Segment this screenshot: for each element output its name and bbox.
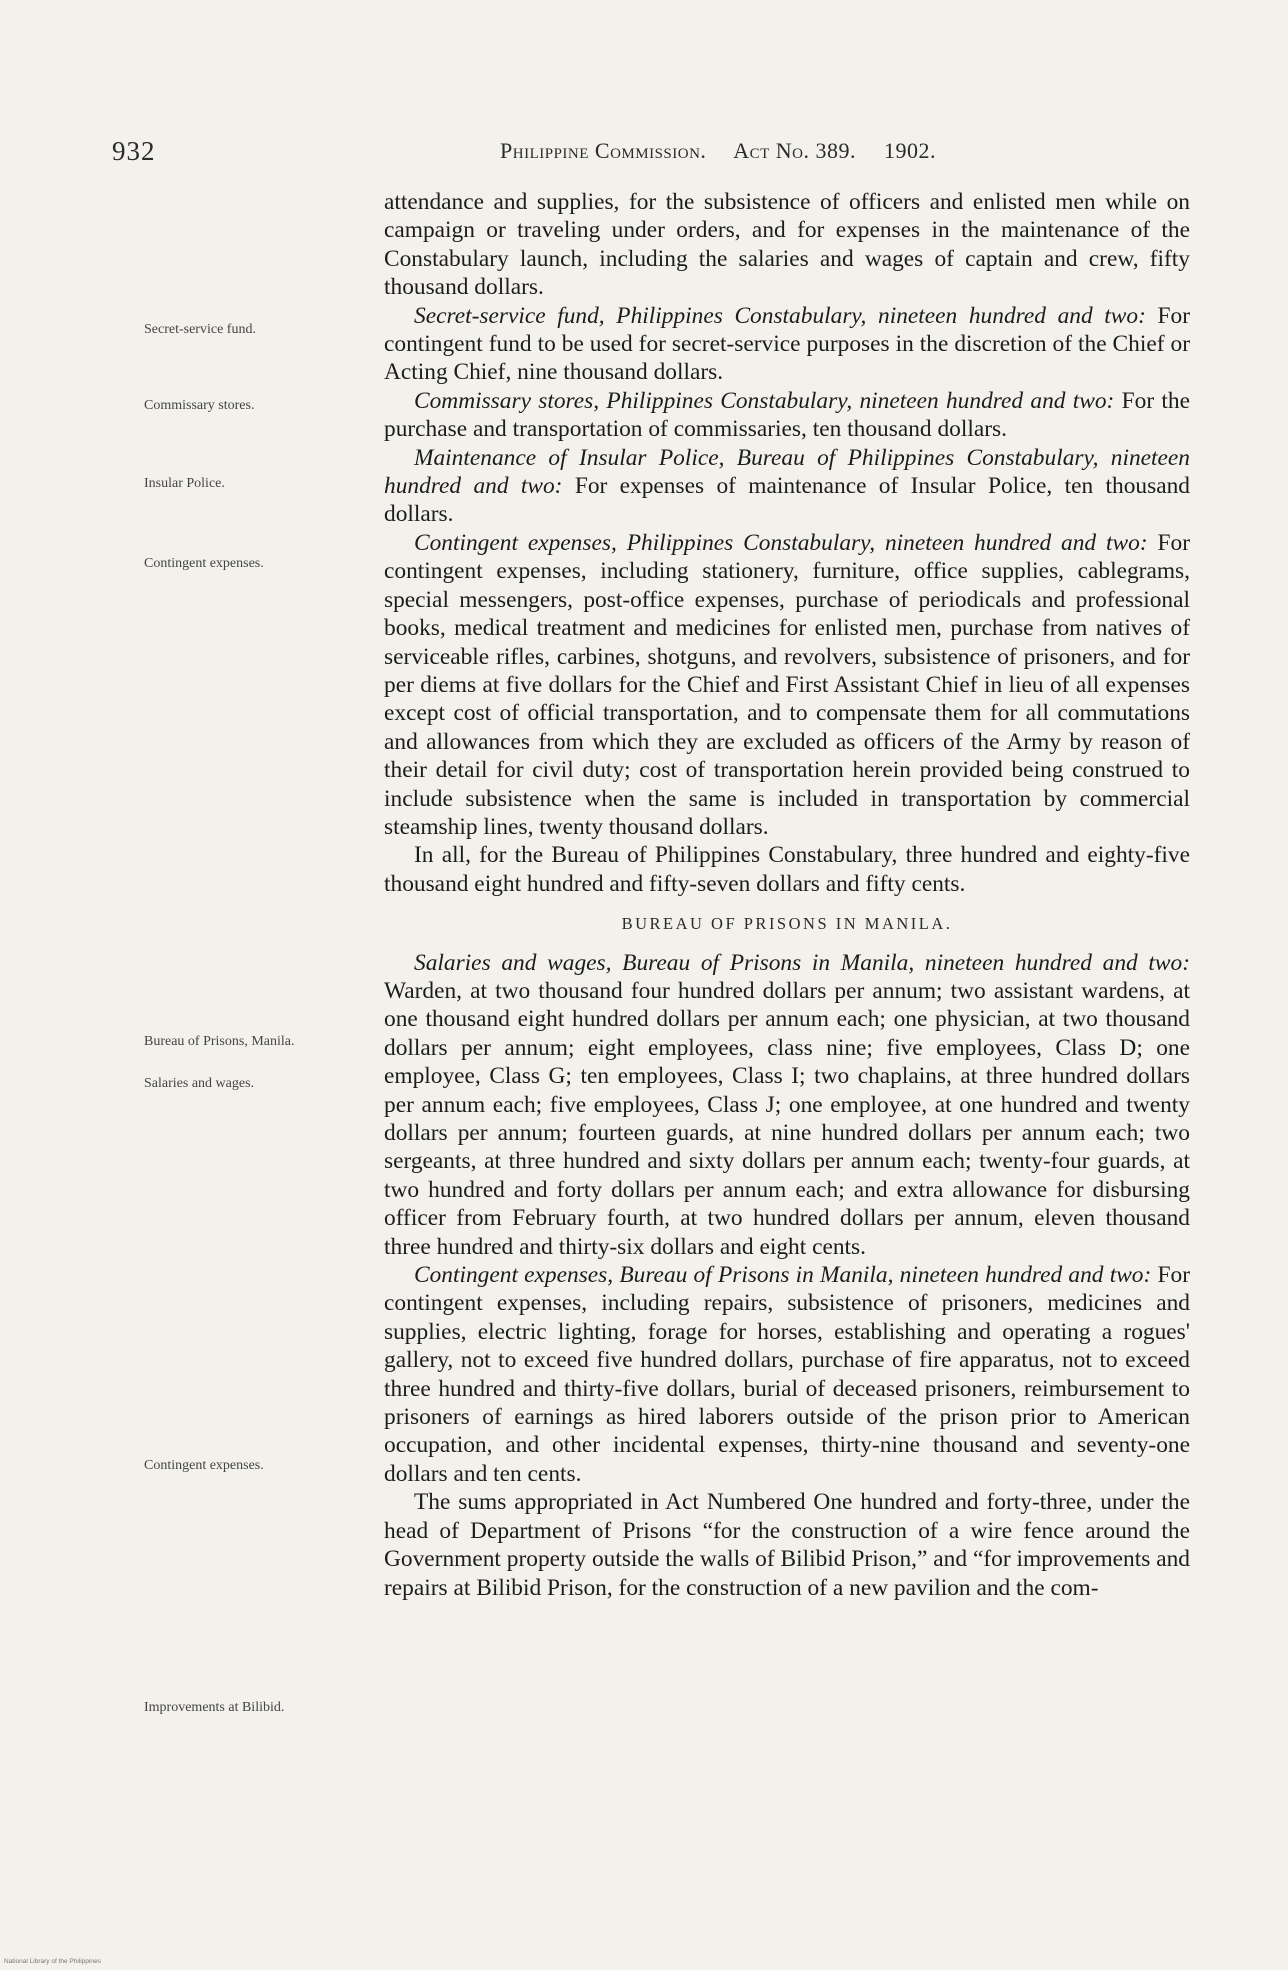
paragraph-insular-police xyxy=(384,444,1190,529)
paragraph-body: For expenses of maintenance of Insular Police, ten thousand dollars. xyxy=(384,473,1190,528)
running-head-act: Act No. 389. xyxy=(733,138,856,163)
paragraph-body: For contingent fund to be used for secret-service purposes in the discretion of the Chief or Acting Chief, nine thousand dollars. xyxy=(384,302,1190,386)
paragraph-heading: Contingent expenses, Bureau of Prisons in Manila, nineteen hundred and two: xyxy=(414,1262,1152,1289)
paragraph-body: For contingent expenses, including repairs, subsistence of prisoners, medicines and supplies, electric lighting, forage for horses, establishing and operating a rogues' gallery, not to exceed five hundred dollars, purchase of fire apparatus, not to exceed three hundred and thirty-five dollars, burial of deceased prisoners, reimbursement to prisoners of earnings as hired laborers outside of the prison prior to American occupation, and other incidental expenses, thirty-nine thousand and seventy-one dollars and ten cents. xyxy=(384,1262,1190,1487)
paragraph-heading: Maintenance of Insular Police, Bureau of Philippines Constabulary, nineteen hundred and two: xyxy=(384,444,1190,500)
paragraph-heading: Contingent expenses, Philippines Constabulary, nineteen hundred and two: xyxy=(414,529,1148,556)
paragraph-body: For the purchase and transportation of commissaries, ten thousand dollars. xyxy=(384,387,1191,443)
margin-note-improvements: Improvements at Bilibid. xyxy=(144,1700,285,1715)
margin-note-contingent-prisons: Contingent expenses. xyxy=(144,1458,264,1473)
paragraph-contingent-constabulary xyxy=(384,529,1190,841)
paragraph-commissary xyxy=(384,387,1190,444)
paragraph-heading: Commissary stores, Philippines Constabulary, nineteen hundred and two: xyxy=(414,387,1115,414)
paragraph-heading: Secret-service fund, Philippines Constabulary, nineteen hundred and two: xyxy=(414,302,1146,329)
paragraph-improvements: The sums appropriated in Act Numbered One hundred and forty-three, under the head of Department of Prisons “for the construction of a wire fence around the Government property outside the walls of Bilibid Prison,” and “for improvements and repairs at Bilibid Prison, for the construction of a new pavilion and the com- xyxy=(384,1489,1190,1601)
paragraph-contingent-prisons xyxy=(384,1261,1190,1488)
margin-note-insular-police: Insular Police. xyxy=(144,476,225,491)
margin-note-salaries: Salaries and wages. xyxy=(144,1076,255,1091)
running-head-title: Philippine Commission. xyxy=(500,138,707,163)
running-head xyxy=(500,138,958,164)
body-text xyxy=(384,188,1190,1602)
margin-note-bureau-prisons: Bureau of Prisons, Manila. xyxy=(144,1034,295,1049)
margin-note-contingent-constabulary: Contingent expenses. xyxy=(144,556,264,571)
paragraph-body: For contingent expenses, including stationery, furniture, office supplies, cablegrams, special messengers, post-office expenses, purchase of periodicals and professional books, medical treatment and medicines for enlisted men, purchase from natives of serviceable rifles, carbines, shotguns, and revolvers, subsistence of prisoners, and for per diems at five dollars for the Chief and First Assistant Chief in lieu of all expenses except cost of official transportation, and to compensate them for all commutations and allowances from which they are excluded as officers of the Army by reason of their detail for civil duty; cost of transportation herein provided being construed to include subsistence when the same is included in transportation by commercial steamship lines, twenty thousand dollars. xyxy=(384,529,1190,840)
page-number: 932 xyxy=(112,136,156,166)
paragraph-total: In all, for the Bureau of Philippines Constabulary, three hundred and eighty-five thousand eight hundred and fifty-seven dollars and fifty cents. xyxy=(384,842,1190,897)
paragraph-body: Warden, at two thousand four hundred dollars per annum; two assistant wardens, at one thousand eight hundred dollars per annum each; one physician, at two thousand dollars per annum; eight employees, class nine; five employees, Class D; one employee, Class G; ten employees, Class I; two chaplains, at three hundred dollars per annum each; five employees, Class J; one employee, at one hundred and twenty dollars per annum; fourteen guards, at nine hundred dollars per annum each; two sergeants, at three hundred and sixty dollars per annum each; twenty-four guards, at two hundred and forty dollars per annum each; and extra allowance for disbursing officer from February fourth, at two hundred dollars per annum, eleven thousand three hundred and thirty-six dollars and eight cents. xyxy=(384,977,1190,1260)
paragraph-heading: Salaries and wages, Bureau of Prisons in Manila, nineteen hundred and two: xyxy=(414,949,1190,976)
section-heading: BUREAU OF PRISONS IN MANILA. xyxy=(621,914,953,934)
footer-note: National Library of the Philippines xyxy=(4,1958,101,1965)
margin-note-secret-service: Secret-service fund. xyxy=(144,322,256,337)
margin-note-commissary: Commissary stores. xyxy=(144,398,255,413)
paragraph-secret-service xyxy=(384,302,1190,387)
paragraph-salaries xyxy=(384,949,1190,1261)
running-head-year: 1902. xyxy=(884,138,936,163)
paragraph-continuation: attendance and supplies, for the subsistence of officers and enlisted men while on campaign or traveling under orders, and for expenses in the maintenance of the Constabulary launch, including the salaries and wages of captain and crew, fifty thousand dollars. xyxy=(384,189,1190,301)
